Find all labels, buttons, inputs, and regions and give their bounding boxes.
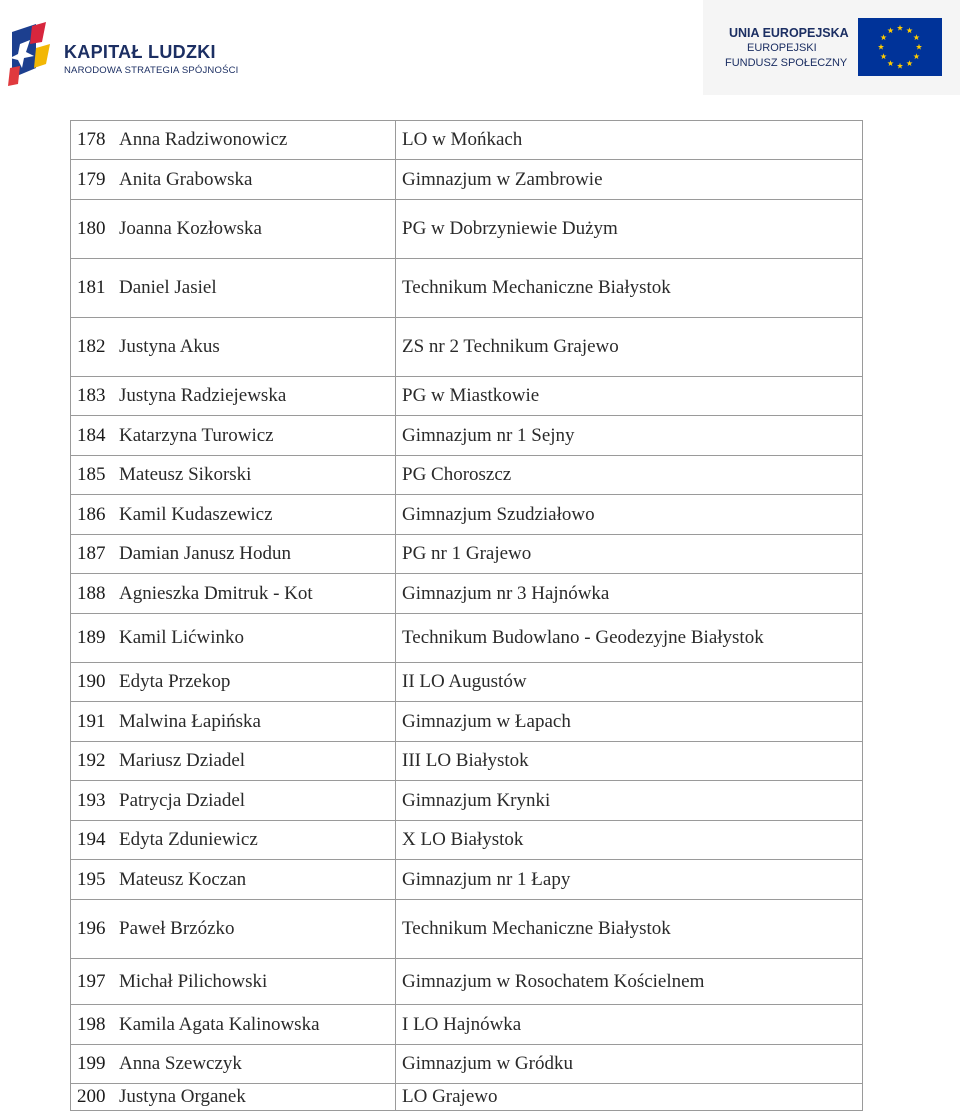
table-row bbox=[71, 1045, 863, 1084]
school-name: Gimnazjum w Zambrowie bbox=[396, 160, 863, 200]
school-name: X LO Białystok bbox=[396, 821, 863, 860]
table-row bbox=[71, 259, 863, 318]
table-row bbox=[71, 614, 863, 663]
table-row bbox=[71, 377, 863, 416]
participants-table bbox=[70, 120, 863, 1111]
participant-name: Justyna Akus bbox=[113, 318, 396, 377]
row-number: 181 bbox=[71, 259, 114, 318]
participant-name: Anna Radziwonowicz bbox=[113, 121, 396, 160]
participant-name: Patrycja Dziadel bbox=[113, 781, 396, 821]
left-logo-subtitle: NARODOWA STRATEGIA SPÓJNOŚCI bbox=[64, 65, 239, 76]
table-row bbox=[71, 663, 863, 702]
kapital-ludzki-logo bbox=[6, 22, 239, 92]
school-name: PG w Dobrzyniewie Dużym bbox=[396, 200, 863, 259]
participant-name: Kamil Kudaszewicz bbox=[113, 495, 396, 535]
school-name: LO Grajewo bbox=[396, 1084, 863, 1111]
row-number: 197 bbox=[71, 959, 114, 1005]
school-name: I LO Hajnówka bbox=[396, 1005, 863, 1045]
participant-name: Justyna Organek bbox=[113, 1084, 396, 1111]
participant-name: Mateusz Koczan bbox=[113, 860, 396, 900]
row-number: 182 bbox=[71, 318, 114, 377]
school-name: Gimnazjum w Łapach bbox=[396, 702, 863, 742]
participant-name: Paweł Brzózko bbox=[113, 900, 396, 959]
participant-name: Kamila Agata Kalinowska bbox=[113, 1005, 396, 1045]
table-row bbox=[71, 900, 863, 959]
participant-name: Edyta Przekop bbox=[113, 663, 396, 702]
participant-name: Mateusz Sikorski bbox=[113, 456, 396, 495]
table-row bbox=[71, 781, 863, 821]
table-row bbox=[71, 702, 863, 742]
row-number: 198 bbox=[71, 1005, 114, 1045]
row-number: 199 bbox=[71, 1045, 114, 1084]
row-number: 191 bbox=[71, 702, 114, 742]
kapital-ludzki-emblem-icon bbox=[6, 22, 54, 88]
participants-table-body bbox=[71, 121, 863, 1111]
table-row bbox=[71, 160, 863, 200]
row-number: 195 bbox=[71, 860, 114, 900]
row-number: 192 bbox=[71, 742, 114, 781]
table-row bbox=[71, 1084, 863, 1111]
participant-name: Edyta Zduniewicz bbox=[113, 821, 396, 860]
row-number: 189 bbox=[71, 614, 114, 663]
participant-name: Michał Pilichowski bbox=[113, 959, 396, 1005]
table-row bbox=[71, 860, 863, 900]
school-name: Gimnazjum w Rosochatem Kościelnem bbox=[396, 959, 863, 1005]
school-name: Technikum Budowlano - Geodezyjne Białystok bbox=[396, 614, 863, 663]
participant-name: Agnieszka Dmitruk - Kot bbox=[113, 574, 396, 614]
school-name: LO w Mońkach bbox=[396, 121, 863, 160]
school-name: Gimnazjum nr 1 Łapy bbox=[396, 860, 863, 900]
row-number: 200 bbox=[71, 1084, 114, 1111]
table-row bbox=[71, 574, 863, 614]
row-number: 186 bbox=[71, 495, 114, 535]
table-row bbox=[71, 959, 863, 1005]
participant-name: Joanna Kozłowska bbox=[113, 200, 396, 259]
school-name: ZS nr 2 Technikum Grajewo bbox=[396, 318, 863, 377]
school-name: Gimnazjum nr 1 Sejny bbox=[396, 416, 863, 456]
row-number: 194 bbox=[71, 821, 114, 860]
participant-name: Anita Grabowska bbox=[113, 160, 396, 200]
table-row bbox=[71, 121, 863, 160]
row-number: 180 bbox=[71, 200, 114, 259]
table-row bbox=[71, 495, 863, 535]
row-number: 190 bbox=[71, 663, 114, 702]
school-name: PG w Miastkowie bbox=[396, 377, 863, 416]
row-number: 178 bbox=[71, 121, 114, 160]
table-row bbox=[71, 535, 863, 574]
eu-logo-line1: UNIA EUROPEJSKA bbox=[729, 26, 849, 40]
table-row bbox=[71, 821, 863, 860]
school-name: Technikum Mechaniczne Białystok bbox=[396, 259, 863, 318]
participant-name: Kamil Lićwinko bbox=[113, 614, 396, 663]
school-name: Gimnazjum Krynki bbox=[396, 781, 863, 821]
row-number: 183 bbox=[71, 377, 114, 416]
participant-name: Katarzyna Turowicz bbox=[113, 416, 396, 456]
row-number: 188 bbox=[71, 574, 114, 614]
school-name: Technikum Mechaniczne Białystok bbox=[396, 900, 863, 959]
row-number: 193 bbox=[71, 781, 114, 821]
row-number: 187 bbox=[71, 535, 114, 574]
row-number: 185 bbox=[71, 456, 114, 495]
left-logo-title: KAPITAŁ LUDZKI bbox=[64, 42, 216, 62]
eu-logo-line2: EUROPEJSKI bbox=[747, 42, 817, 54]
table-row bbox=[71, 456, 863, 495]
school-name: II LO Augustów bbox=[396, 663, 863, 702]
participant-name: Daniel Jasiel bbox=[113, 259, 396, 318]
table-row bbox=[71, 318, 863, 377]
school-name: PG Choroszcz bbox=[396, 456, 863, 495]
table-row bbox=[71, 416, 863, 456]
participant-name: Anna Szewczyk bbox=[113, 1045, 396, 1084]
row-number: 179 bbox=[71, 160, 114, 200]
eu-logo-line3: FUNDUSZ SPOŁECZNY bbox=[725, 57, 848, 69]
table-row bbox=[71, 1005, 863, 1045]
school-name: Gimnazjum nr 3 Hajnówka bbox=[396, 574, 863, 614]
participant-name: Mariusz Dziadel bbox=[113, 742, 396, 781]
table-row bbox=[71, 200, 863, 259]
row-number: 184 bbox=[71, 416, 114, 456]
participant-name: Justyna Radziejewska bbox=[113, 377, 396, 416]
school-name: III LO Białystok bbox=[396, 742, 863, 781]
table-row bbox=[71, 742, 863, 781]
participant-name: Malwina Łapińska bbox=[113, 702, 396, 742]
school-name: Gimnazjum Szudziałowo bbox=[396, 495, 863, 535]
participant-name: Damian Janusz Hodun bbox=[113, 535, 396, 574]
school-name: Gimnazjum w Gródku bbox=[396, 1045, 863, 1084]
eu-flag-icon bbox=[858, 18, 942, 76]
eu-fund-logo bbox=[703, 0, 960, 95]
row-number: 196 bbox=[71, 900, 114, 959]
school-name: PG nr 1 Grajewo bbox=[396, 535, 863, 574]
